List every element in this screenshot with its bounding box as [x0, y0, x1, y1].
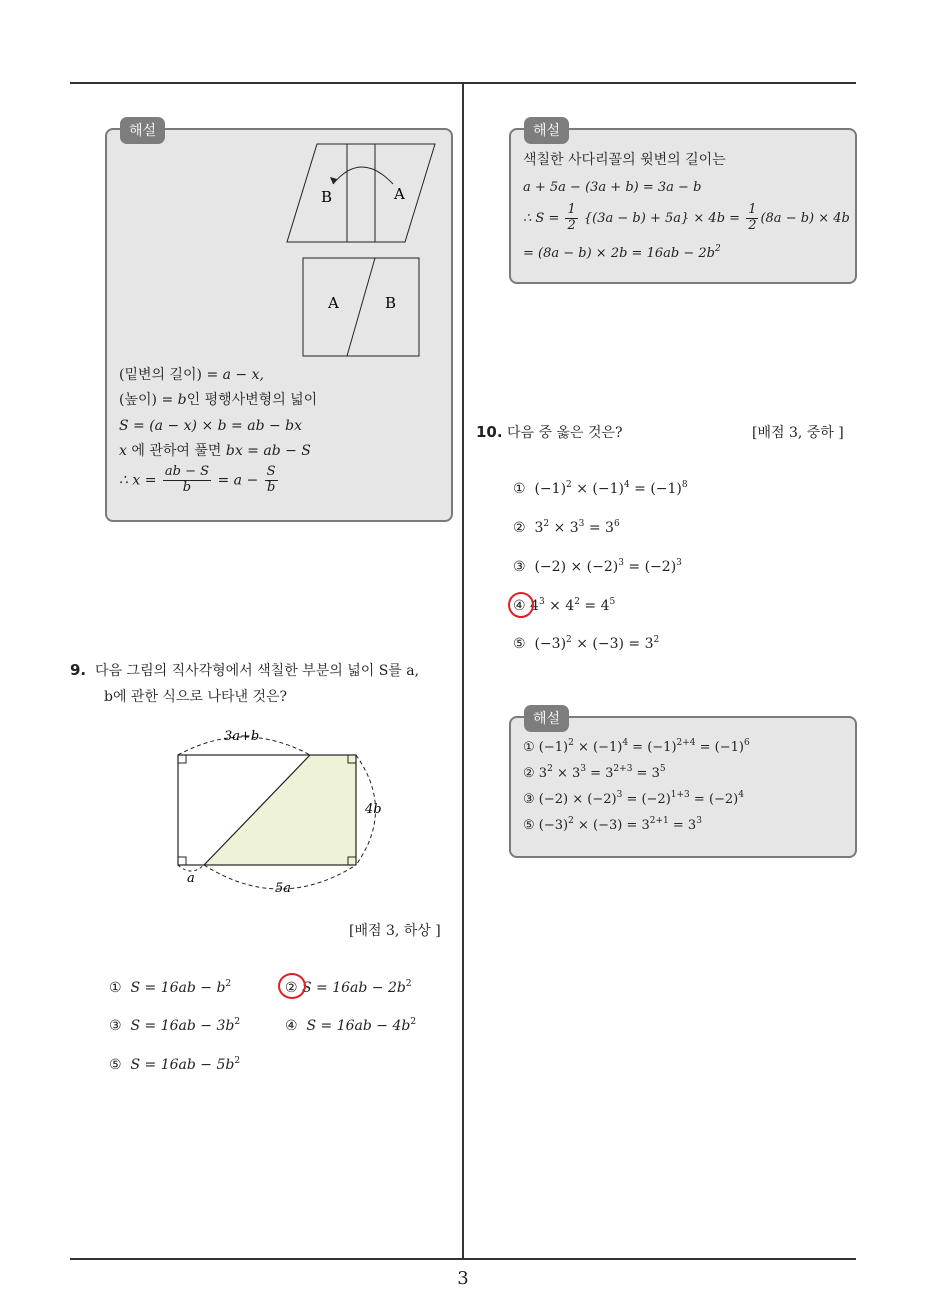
q10-text: 10. 다음 중 옳은 것은? — [476, 423, 623, 441]
q10-option-2[interactable]: ② $3^2 \times 3^3 = 3^6$ — [513, 519, 620, 536]
solution-box-1 — [105, 128, 453, 522]
label-bottom-a: a — [187, 871, 195, 886]
sol1-line3: S = (a − x) × b = ab − bx — [119, 418, 303, 434]
q10-option-3[interactable]: ③ $(-2) \times (-2)^3 = (-2)^3$ — [513, 558, 682, 575]
label-a-rect: A — [328, 294, 339, 312]
parallelogram-figure — [107, 130, 455, 360]
sol1-line2: (높이) = b인 평행사변형의 넓이 — [119, 392, 318, 408]
q9-option-2[interactable]: ② $S = 16ab - 2b^2$ — [285, 979, 412, 996]
q9-text-line1: 9. 다음 그림의 직사각형에서 색칠한 부분의 넓이 S를 a, — [70, 661, 420, 679]
sol3-line1: ① $(-1)^2 \times (-1)^4 = (-1)^{2+4} = (-1)^6$ — [523, 738, 750, 755]
solution-tag-3: 해설 — [524, 705, 569, 732]
q9-answer-circle — [278, 973, 306, 999]
solution-tag-1: 해설 — [120, 117, 165, 144]
q10-option-4[interactable]: ④ $4^3 \times 4^2 = 4^5$ — [513, 597, 616, 614]
sol2-line4: = $(8a - b) \times 2b = 16ab - 2b^2$ — [523, 244, 721, 261]
q10-option-5[interactable]: ⑤ $(-3)^2 \times (-3) = 3^2$ — [513, 635, 660, 652]
label-b-top: B — [321, 188, 333, 206]
sol3-line3: ③ $(-2) \times (-2)^3 = (-2)^{1+3} = (-2)^4$ — [523, 790, 744, 807]
column-divider — [462, 83, 464, 1258]
sol3-line4: ⑤ $(-3)^2 \times (-3) = 3^{2+1} = 3^3$ — [523, 816, 702, 833]
q9-option-1[interactable]: ① $S = 16ab - b^2$ — [109, 979, 232, 996]
solution-box-3 — [509, 716, 857, 858]
label-right-4b: 4b — [365, 802, 382, 817]
q10-answer-circle — [508, 592, 534, 618]
q10-option-1[interactable]: ① $(-1)^2 \times (-1)^4 = (-1)^8$ — [513, 480, 688, 497]
shaded-trapezoid — [204, 755, 356, 865]
q9-option-4[interactable]: ④ $S = 16ab - 4b^2$ — [285, 1017, 417, 1034]
q9-text-line2: b에 관한 식으로 나타낸 것은? — [104, 689, 288, 705]
label-a-top: A — [394, 185, 405, 203]
solution-box-2 — [509, 128, 857, 284]
q9-score: [배점 3, 하상 ] — [349, 923, 441, 939]
sol1-line1: (밑변의 길이) = a − x, — [119, 367, 264, 383]
sol3-line2: ② $3^2 \times 3^3 = 3^{2+3} = 3^5$ — [523, 764, 666, 781]
q9-option-3[interactable]: ③ $S = 16ab - 3b^2$ — [109, 1017, 241, 1034]
label-b-rect: B — [385, 294, 397, 312]
page-number: 3 — [457, 1268, 469, 1289]
sol2-line3: ∴ S = $\frac{1}{2}$ {(3a − b) + 5a} × 4b = $\frac{1}{2}$ (8a − b) × 4b — [523, 202, 850, 233]
sol2-line1: 색칠한 사다리꼴의 윗변의 길이는 — [523, 152, 726, 168]
label-top-3a-b: 3a+b — [224, 729, 260, 744]
sol1-line5: ∴ x = $\frac{ab - S}{b}$ = a − $\frac{S}{b}$ — [119, 464, 276, 495]
sol1-line4: x 에 관하여 풀면 bx = ab − S — [119, 443, 311, 459]
q10-score: [배점 3, 중하 ] — [752, 425, 844, 441]
q9-rectangle-figure — [170, 725, 410, 895]
q9-option-5[interactable]: ⑤ $S = 16ab - 5b^2$ — [109, 1056, 241, 1073]
solution-tag-2: 해설 — [524, 117, 569, 144]
bottom-rule — [70, 1258, 856, 1260]
sol2-line2: a + 5a − (3a + b) = 3a − b — [523, 180, 702, 195]
label-bottom-5a: 5a — [275, 881, 292, 895]
